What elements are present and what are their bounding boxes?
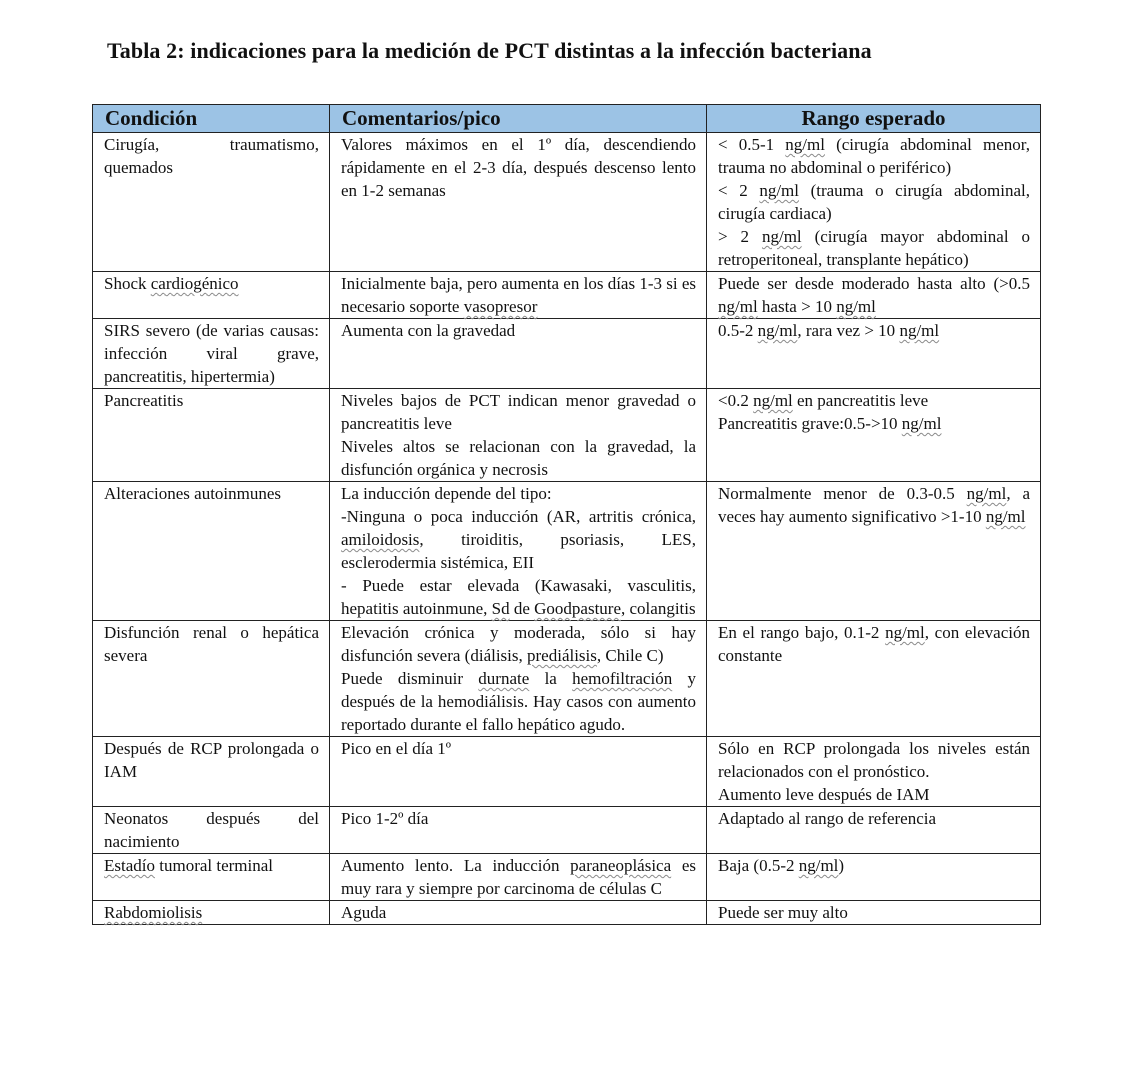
range-text: > 2 ng/ml (cirugía mayor abdominal o retroperitoneal, transplante hepático) xyxy=(718,227,1030,269)
comments-cell xyxy=(330,133,707,272)
comments-text: Pico en el día 1º xyxy=(341,739,452,758)
spellcheck-underline: Estadío xyxy=(104,856,155,875)
comments-cell xyxy=(330,272,707,319)
condition-text: Cirugía, traumatismo, quemados xyxy=(104,135,319,177)
range-cell xyxy=(707,389,1041,482)
header-comments: Comentarios/pico xyxy=(330,105,707,133)
table-row xyxy=(93,482,1041,621)
comments-text: Elevación crónica y moderada, sólo si hay disfunción severa (diálisis, prediálisis, Chile C) xyxy=(341,623,696,665)
condition-cell xyxy=(93,272,330,319)
condition-cell xyxy=(93,737,330,807)
spellcheck-underline: ng/ml xyxy=(761,227,802,246)
condition-text: SIRS severo (de varias causas: infección viral grave, pancreatitis, hipertermia) xyxy=(104,321,319,386)
range-text: Baja (0.5-2 ng/ml) xyxy=(718,856,845,875)
condition-cell xyxy=(93,901,330,925)
spellcheck-underline: ng/ml xyxy=(985,507,1026,526)
comments-cell xyxy=(330,854,707,901)
spellcheck-underline: hemofiltración xyxy=(572,669,673,688)
condition-cell xyxy=(93,389,330,482)
spellcheck-underline: ng/ml xyxy=(966,484,1007,503)
condition-text: Shock cardiogénico xyxy=(104,274,239,293)
table-row xyxy=(93,621,1041,737)
spellcheck-underline: ng/ml xyxy=(836,297,876,316)
condition-text: Disfunción renal o hepática severa xyxy=(104,623,319,665)
table-title: Tabla 2: indicaciones para la medición de PCT distintas a la infección bacteriana xyxy=(107,38,872,63)
pct-indications-table xyxy=(92,104,1041,925)
range-text: 0.5-2 ng/ml, rara vez > 10 ng/ml xyxy=(718,321,940,340)
range-text: Normalmente menor de 0.3-0.5 ng/ml, a veces hay aumento significativo >1-10 ng/ml xyxy=(718,484,1030,526)
range-text: Aumento leve después de IAM xyxy=(718,785,930,804)
condition-text xyxy=(104,901,319,924)
range-cell xyxy=(707,807,1041,854)
header-condition: Condición xyxy=(93,105,330,133)
range-cell xyxy=(707,272,1041,319)
comments-text: Pico 1-2º día xyxy=(341,809,429,828)
range-text: Adaptado al rango de referencia xyxy=(718,809,937,828)
condition-text: Pancreatitis xyxy=(104,391,184,410)
condition-text: Neonatos después del nacimiento xyxy=(104,809,319,851)
spellcheck-underline: durnate xyxy=(478,669,530,688)
spellcheck-underline: ng/ml xyxy=(785,135,825,154)
range-text: Puede ser desde moderado hasta alto (>0.5 ng/ml hasta > 10 ng/ml xyxy=(718,274,1030,316)
comments-text: Niveles altos se relacionan con la gravedad, la disfunción orgánica y necrosis xyxy=(341,437,696,479)
comments-cell xyxy=(330,389,707,482)
spellcheck-underline: vasopresor xyxy=(463,297,538,316)
comments-text: - Puede estar elevada (Kawasaki, vasculitis, hepatitis autoinmune, Sd de Goodpasture, colangitis xyxy=(341,576,696,618)
table-row xyxy=(93,901,1041,925)
table-body xyxy=(93,133,1041,925)
condition-text: Alteraciones autoinmunes xyxy=(104,484,282,503)
header-range: Rango esperado xyxy=(707,105,1041,133)
table-row xyxy=(93,272,1041,319)
condition-cell xyxy=(93,807,330,854)
comments-cell xyxy=(330,901,707,925)
range-cell xyxy=(707,901,1041,925)
table-row xyxy=(93,807,1041,854)
spellcheck-underline: ng/ml xyxy=(798,856,839,875)
range-cell xyxy=(707,854,1041,901)
condition-cell xyxy=(93,319,330,389)
spellcheck-underline: cardiogénico xyxy=(150,274,239,293)
spellcheck-underline: amiloidosis xyxy=(341,530,420,549)
comments-text: Aumenta con la gravedad xyxy=(341,321,516,340)
range-text: Sólo en RCP prolongada los niveles están relacionados con el pronóstico. xyxy=(718,739,1030,781)
comments-cell xyxy=(330,737,707,807)
table-row xyxy=(93,319,1041,389)
range-cell xyxy=(707,133,1041,272)
table-row xyxy=(93,389,1041,482)
spellcheck-underline: Rabdomiolisis xyxy=(104,903,203,922)
spellcheck-underline: ng/ml xyxy=(718,297,758,316)
range-cell xyxy=(707,737,1041,807)
comments-text: Aguda xyxy=(341,903,387,922)
header-row xyxy=(93,105,1041,133)
comments-text: Valores máximos en el 1º día, descendiendo rápidamente en el 2-3 día, después descenso lento en 1-2 semanas xyxy=(341,135,696,200)
comments-text: Inicialmente baja, pero aumenta en los días 1-3 si es necesario soporte vasopresor xyxy=(341,274,696,316)
comments-cell xyxy=(330,807,707,854)
spellcheck-underline: ng/ml xyxy=(899,321,940,340)
spellcheck-underline: ng/ml xyxy=(757,321,798,340)
condition-cell xyxy=(93,482,330,621)
range-text: En el rango bajo, 0.1-2 ng/ml, con elevación constante xyxy=(718,623,1030,665)
spellcheck-underline: ng/ml xyxy=(753,391,793,410)
condition-cell xyxy=(93,621,330,737)
range-cell xyxy=(707,482,1041,621)
range-text: <0.2 ng/ml en pancreatitis leve xyxy=(718,391,929,410)
spellcheck-underline: ng/ml xyxy=(901,414,942,433)
comments-cell xyxy=(330,482,707,621)
comments-text: Niveles bajos de PCT indican menor gravedad o pancreatitis leve xyxy=(341,391,696,433)
condition-cell xyxy=(93,854,330,901)
range-cell xyxy=(707,319,1041,389)
condition-cell xyxy=(93,133,330,272)
range-text: < 0.5-1 ng/ml (cirugía abdominal menor, trauma no abdominal o periférico) xyxy=(718,135,1030,177)
comments-text: La inducción depende del tipo: xyxy=(341,484,552,503)
comments-text: Aumento lento. La inducción paraneoplásica es muy rara y siempre por carcinoma de células C xyxy=(341,856,696,898)
range-text: Pancreatitis grave:0.5->10 ng/ml xyxy=(718,414,942,433)
table-row xyxy=(93,133,1041,272)
range-text: Puede ser muy alto xyxy=(718,903,848,922)
spellcheck-underline: prediálisis xyxy=(527,646,597,665)
spellcheck-underline: ng/ml xyxy=(759,181,799,200)
spellcheck-underline: ng/ml xyxy=(885,623,925,642)
condition-text: Estadío tumoral terminal xyxy=(104,856,274,875)
range-text: < 2 ng/ml (trauma o cirugía abdominal, cirugía cardiaca) xyxy=(718,181,1030,223)
comments-cell xyxy=(330,319,707,389)
comments-text: Puede disminuir durnate la hemofiltración y después de la hemodiálisis. Hay casos con aumento reportado durante el fallo hepático agudo. xyxy=(341,669,696,734)
comments-text: -Ninguna o poca inducción (AR, artritis crónica, amiloidosis, tiroiditis, psoriasis, LES, esclerodermia sistémica, EII xyxy=(341,507,696,572)
range-cell xyxy=(707,621,1041,737)
table-row xyxy=(93,854,1041,901)
spellcheck-underline: Sd xyxy=(491,599,510,618)
spellcheck-underline: Goodpasture xyxy=(534,599,621,618)
comments-cell xyxy=(330,621,707,737)
condition-text: Después de RCP prolongada o IAM xyxy=(104,739,319,781)
spellcheck-underline: paraneoplásica xyxy=(570,856,672,875)
table-row xyxy=(93,737,1041,807)
